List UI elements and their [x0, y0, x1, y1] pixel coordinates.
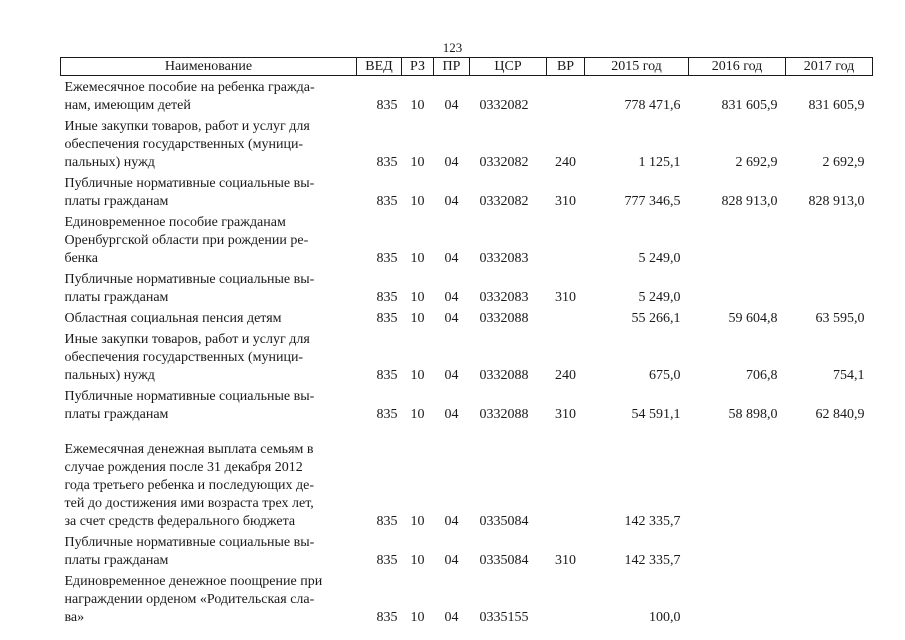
row-csr-cell: 0332083 — [479, 251, 529, 266]
row-ved-cell: 835 — [376, 610, 398, 625]
row-name-cell: Публичные нормативные социальные вы- платы гражданам — [64, 389, 315, 422]
row-rz-cell: 10 — [410, 251, 425, 266]
row-2016-cell: 59 604,8 — [728, 311, 778, 326]
row-2015-cell: 777 346,5 — [624, 194, 681, 209]
row-rz-cell: 10 — [410, 610, 425, 625]
row-csr-cell: 0332083 — [479, 290, 529, 305]
table-row — [61, 211, 873, 268]
row-vr-cell: 310 — [555, 194, 576, 209]
row-vr-cell — [547, 211, 585, 268]
row-2015-cell: 1 125,1 — [638, 155, 681, 170]
row-2017-cell: 831 605,9 — [808, 98, 865, 113]
row-rz-cell: 10 — [410, 514, 425, 529]
row-2017-cell — [786, 570, 873, 627]
row-rz-cell: 10 — [410, 155, 425, 170]
row-csr-cell: 0332088 — [479, 407, 529, 422]
row-2017-cell: 62 840,9 — [815, 407, 865, 422]
row-pr-cell: 04 — [444, 368, 459, 383]
row-csr-cell: 0332088 — [479, 311, 529, 326]
table-body — [61, 76, 873, 628]
row-ved-cell: 835 — [376, 553, 398, 568]
row-2015-cell: 54 591,1 — [631, 407, 681, 422]
row-2016-cell: 58 898,0 — [728, 407, 778, 422]
table-row — [61, 268, 873, 307]
row-pr-cell: 04 — [444, 311, 459, 326]
row-name-cell: Иные закупки товаров, работ и услуг для обеспечения государственных (муници- пальных) нужд — [64, 119, 310, 170]
row-ved-cell: 835 — [376, 514, 398, 529]
row-name-cell: Единовременное денежное поощрение при награждении орденом «Родительская сла- ва» — [64, 574, 323, 625]
row-ved-cell: 835 — [376, 311, 398, 326]
row-pr-cell: 04 — [444, 290, 459, 305]
row-2016-cell — [689, 268, 786, 307]
row-vr-cell: 310 — [555, 290, 576, 305]
row-2016-cell: 828 913,0 — [721, 194, 778, 209]
row-2017-cell: 754,1 — [833, 368, 865, 383]
page-number: 123 — [442, 40, 463, 55]
row-csr-cell: 0335084 — [479, 553, 529, 568]
budget-table — [60, 57, 873, 627]
row-2015-cell: 5 249,0 — [638, 251, 681, 266]
row-2015-cell: 142 335,7 — [624, 514, 681, 529]
row-ved-cell: 835 — [376, 155, 398, 170]
row-ved-cell: 835 — [376, 290, 398, 305]
row-csr-cell: 0335155 — [479, 610, 529, 625]
row-pr-cell: 04 — [444, 514, 459, 529]
row-vr-cell: 310 — [555, 407, 576, 422]
table-header-row — [61, 58, 873, 76]
header-2017: 2017 год — [786, 58, 873, 76]
header-name: Наименование — [61, 58, 357, 76]
row-pr-cell: 04 — [444, 194, 459, 209]
row-ved-cell: 835 — [376, 368, 398, 383]
row-2015-cell: 5 249,0 — [638, 290, 681, 305]
row-rz-cell: 10 — [410, 194, 425, 209]
table-row — [61, 385, 873, 424]
row-rz-cell: 10 — [410, 407, 425, 422]
row-name-cell: Областная социальная пенсия детям — [64, 311, 282, 326]
row-vr-cell — [547, 307, 585, 328]
header-2016: 2016 год — [689, 58, 786, 76]
row-2017-cell — [786, 211, 873, 268]
row-2015-cell: 675,0 — [649, 368, 681, 383]
row-name-cell: Публичные нормативные социальные вы- платы гражданам — [64, 535, 315, 568]
row-name-cell: Публичные нормативные социальные вы- платы гражданам — [64, 176, 315, 209]
row-2016-cell: 2 692,9 — [735, 155, 778, 170]
row-name-cell: Иные закупки товаров, работ и услуг для обеспечения государственных (муници- пальных) нужд — [64, 332, 310, 383]
row-2015-cell: 778 471,6 — [624, 98, 681, 113]
header-rz: РЗ — [402, 58, 434, 76]
row-2015-cell: 142 335,7 — [624, 553, 681, 568]
row-csr-cell: 0332082 — [479, 155, 529, 170]
row-2015-cell: 100,0 — [649, 610, 681, 625]
row-pr-cell: 04 — [444, 407, 459, 422]
row-vr-cell — [547, 570, 585, 627]
row-name-cell: Публичные нормативные социальные вы- платы гражданам — [64, 272, 315, 305]
row-name-cell: Ежемесячное пособие на ребенка гражда- нам, имеющим детей — [64, 80, 315, 113]
header-ved: ВЕД — [357, 58, 402, 76]
row-2017-cell — [786, 531, 873, 570]
row-2017-cell: 828 913,0 — [808, 194, 865, 209]
row-vr-cell: 310 — [555, 553, 576, 568]
row-ved-cell: 835 — [376, 194, 398, 209]
row-2017-cell: 63 595,0 — [815, 311, 865, 326]
row-ved-cell: 835 — [376, 407, 398, 422]
row-2016-cell — [689, 211, 786, 268]
header-pr: ПР — [434, 58, 470, 76]
row-vr-cell: 240 — [555, 368, 576, 383]
row-rz-cell: 10 — [410, 311, 425, 326]
row-2016-cell: 706,8 — [746, 368, 778, 383]
row-rz-cell: 10 — [410, 553, 425, 568]
row-pr-cell: 04 — [444, 155, 459, 170]
row-csr-cell: 0332082 — [479, 98, 529, 113]
row-pr-cell: 04 — [444, 610, 459, 625]
row-pr-cell: 04 — [444, 251, 459, 266]
row-2017-cell — [786, 424, 873, 531]
row-rz-cell: 10 — [410, 290, 425, 305]
table-row — [61, 328, 873, 385]
row-name-cell: Единовременное пособие гражданам Оренбургской области при рождении ре- бенка — [64, 215, 309, 266]
row-name-cell: Ежемесячная денежная выплата семьям в случае рождения после 31 декабря 2012 года третьего ребенка и последующих де- тей до достижения ими возраста трех лет, за счет средств федерального бюджета — [64, 442, 315, 529]
row-csr-cell: 0335084 — [479, 514, 529, 529]
row-vr-cell — [547, 76, 585, 116]
row-csr-cell: 0332082 — [479, 194, 529, 209]
table-row — [61, 424, 873, 531]
row-ved-cell: 835 — [376, 251, 398, 266]
row-rz-cell: 10 — [410, 98, 425, 113]
table-row — [61, 115, 873, 172]
row-csr-cell: 0332088 — [479, 368, 529, 383]
table-row — [61, 76, 873, 116]
row-2017-cell: 2 692,9 — [822, 155, 865, 170]
table-row — [61, 172, 873, 211]
row-ved-cell: 835 — [376, 98, 398, 113]
table-row — [61, 531, 873, 570]
row-2016-cell: 831 605,9 — [721, 98, 778, 113]
row-vr-cell — [547, 424, 585, 531]
header-csr: ЦСР — [470, 58, 547, 76]
header-2015: 2015 год — [585, 58, 689, 76]
table-row — [61, 307, 873, 328]
row-2015-cell: 55 266,1 — [631, 311, 681, 326]
row-2017-cell — [786, 268, 873, 307]
row-2016-cell — [689, 531, 786, 570]
row-vr-cell: 240 — [555, 155, 576, 170]
header-vr: ВР — [547, 58, 585, 76]
table-row — [61, 570, 873, 627]
row-pr-cell: 04 — [444, 553, 459, 568]
row-pr-cell: 04 — [444, 98, 459, 113]
row-rz-cell: 10 — [410, 368, 425, 383]
row-2016-cell — [689, 424, 786, 531]
row-2016-cell — [689, 570, 786, 627]
